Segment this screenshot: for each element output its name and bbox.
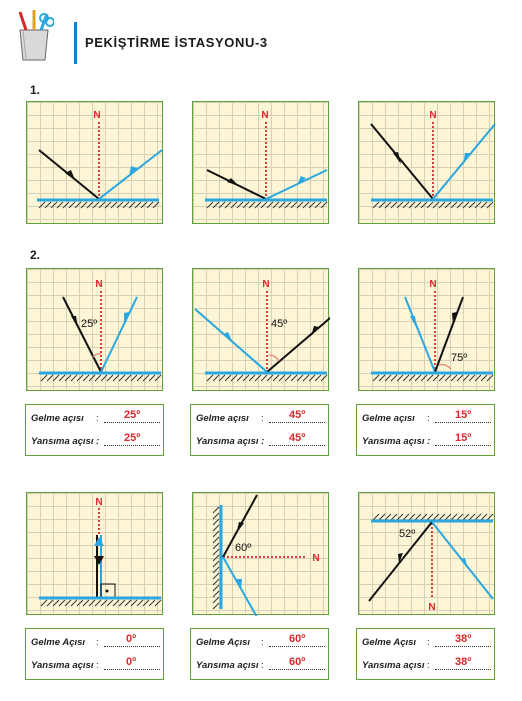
incident-ray	[405, 297, 435, 372]
colon: :	[261, 637, 264, 648]
answer-line	[435, 669, 491, 670]
answer-line	[435, 422, 491, 423]
colon: :	[96, 637, 99, 648]
answer-box-3	[356, 404, 495, 456]
incidence-label: Gelme açısı	[196, 413, 249, 424]
answer-line	[104, 646, 160, 647]
answer-box-5	[190, 628, 329, 680]
mirror-hatching	[213, 507, 219, 609]
diagram-panel-8	[192, 492, 329, 615]
incident-arrow-icon	[236, 522, 244, 534]
mirror-hatching	[207, 375, 327, 381]
reflected-arrow-icon	[311, 326, 319, 336]
incidence-value: 60º	[289, 633, 306, 645]
diagram-panel-5	[192, 268, 329, 391]
reflection-value: 25º	[124, 432, 141, 444]
reflected-ray	[267, 307, 330, 372]
angle-label: 60º	[235, 542, 252, 554]
diagram-panel-2	[192, 101, 329, 224]
mirror-hatching	[373, 202, 493, 208]
section-number-1: 1.	[30, 83, 41, 97]
mirror-hatching	[373, 375, 493, 381]
reflected-arrow-icon	[460, 558, 468, 569]
colon: :	[427, 637, 430, 648]
incidence-label: Gelme açısı	[31, 413, 84, 424]
reflected-arrow-icon	[236, 579, 242, 589]
incidence-label: Gelme Açısı	[196, 637, 251, 648]
answer-box-1	[25, 404, 164, 456]
up-arrow-icon	[94, 537, 104, 546]
right-angle-dot	[106, 590, 109, 593]
incident-arrow-icon	[227, 178, 239, 186]
colon: :	[96, 660, 99, 671]
answer-line	[269, 646, 325, 647]
mirror-hatching	[41, 600, 161, 606]
answer-line	[104, 422, 160, 423]
mirror-hatching	[373, 514, 493, 520]
diagram-panel-9	[358, 492, 495, 615]
answer-line	[104, 445, 160, 446]
reflection-value: 45º	[289, 432, 306, 444]
reflected-ray	[266, 170, 327, 199]
angle-label: 75º	[451, 352, 468, 364]
diagram-panel-1	[26, 101, 163, 224]
angle-label: 25º	[81, 318, 98, 330]
normal-label: N	[261, 110, 269, 121]
reflection-label: Yansıma açısı	[196, 660, 259, 671]
answer-box-6	[356, 628, 495, 680]
reflection-value: 38º	[455, 656, 472, 668]
incidence-label: Gelme açısı	[362, 413, 415, 424]
title-accent-bar	[74, 22, 77, 64]
reflection-label: Yansıma açısı :	[31, 436, 100, 447]
incident-arrow-icon	[223, 332, 233, 343]
normal-label: N	[95, 279, 103, 290]
colon: :	[96, 413, 99, 424]
angle-arc	[269, 355, 279, 361]
answer-line	[435, 646, 491, 647]
colon: :	[261, 660, 264, 671]
angle-label: 52º	[399, 528, 416, 540]
incidence-value: 25º	[124, 409, 141, 421]
answer-line	[269, 669, 325, 670]
angle-arc	[93, 354, 101, 357]
answer-line	[435, 445, 491, 446]
incidence-value: 38º	[455, 633, 472, 645]
incidence-label: Gelme Açısı	[362, 637, 417, 648]
reflection-value: 60º	[289, 656, 306, 668]
reflection-label: Yansıma açısı :	[196, 436, 265, 447]
incident-ray	[371, 124, 433, 199]
diagram-panel-7	[26, 492, 163, 615]
reflected-ray	[101, 297, 137, 372]
pencil-cup-icon	[14, 8, 54, 62]
incidence-value: 45º	[289, 409, 306, 421]
colon: :	[261, 413, 264, 424]
reflection-label: Yansıma açısı	[362, 660, 425, 671]
diagram-panel-4	[26, 268, 163, 391]
reflection-label: Yansıma açısı	[31, 660, 94, 671]
mirror-hatching	[39, 202, 159, 208]
normal-label: N	[429, 279, 437, 290]
incidence-value: 0º	[126, 633, 137, 645]
answer-box-2	[190, 404, 329, 456]
page-title: PEKİŞTİRME İSTASYONU-3	[85, 35, 268, 50]
incidence-value: 15º	[455, 409, 472, 421]
answer-line	[104, 669, 160, 670]
down-arrow-icon	[94, 556, 104, 565]
mirror-hatching	[41, 375, 161, 381]
reflection-label: Yansıma açısı :	[362, 436, 431, 447]
section-number-2: 2.	[30, 248, 41, 262]
normal-label: N	[262, 279, 270, 290]
incident-arrow-icon	[410, 316, 417, 329]
normal-label: N	[429, 110, 437, 121]
angle-arc	[439, 365, 451, 370]
diagram-panel-3	[358, 101, 495, 224]
normal-label: N	[93, 110, 101, 121]
incident-ray	[63, 297, 101, 372]
angle-label: 45º	[271, 318, 288, 330]
mirror-hatching	[207, 202, 327, 208]
answer-line	[269, 422, 325, 423]
answer-box-4	[25, 628, 164, 680]
colon: :	[427, 660, 430, 671]
diagram-panel-6	[358, 268, 495, 391]
normal-label: N	[428, 602, 436, 613]
normal-label: N	[312, 553, 320, 564]
answer-line	[269, 445, 325, 446]
incidence-label: Gelme Açısı	[31, 637, 86, 648]
normal-label: N	[95, 497, 103, 508]
colon: :	[427, 413, 430, 424]
reflection-value: 0º	[126, 656, 137, 668]
reflection-value: 15º	[455, 432, 472, 444]
